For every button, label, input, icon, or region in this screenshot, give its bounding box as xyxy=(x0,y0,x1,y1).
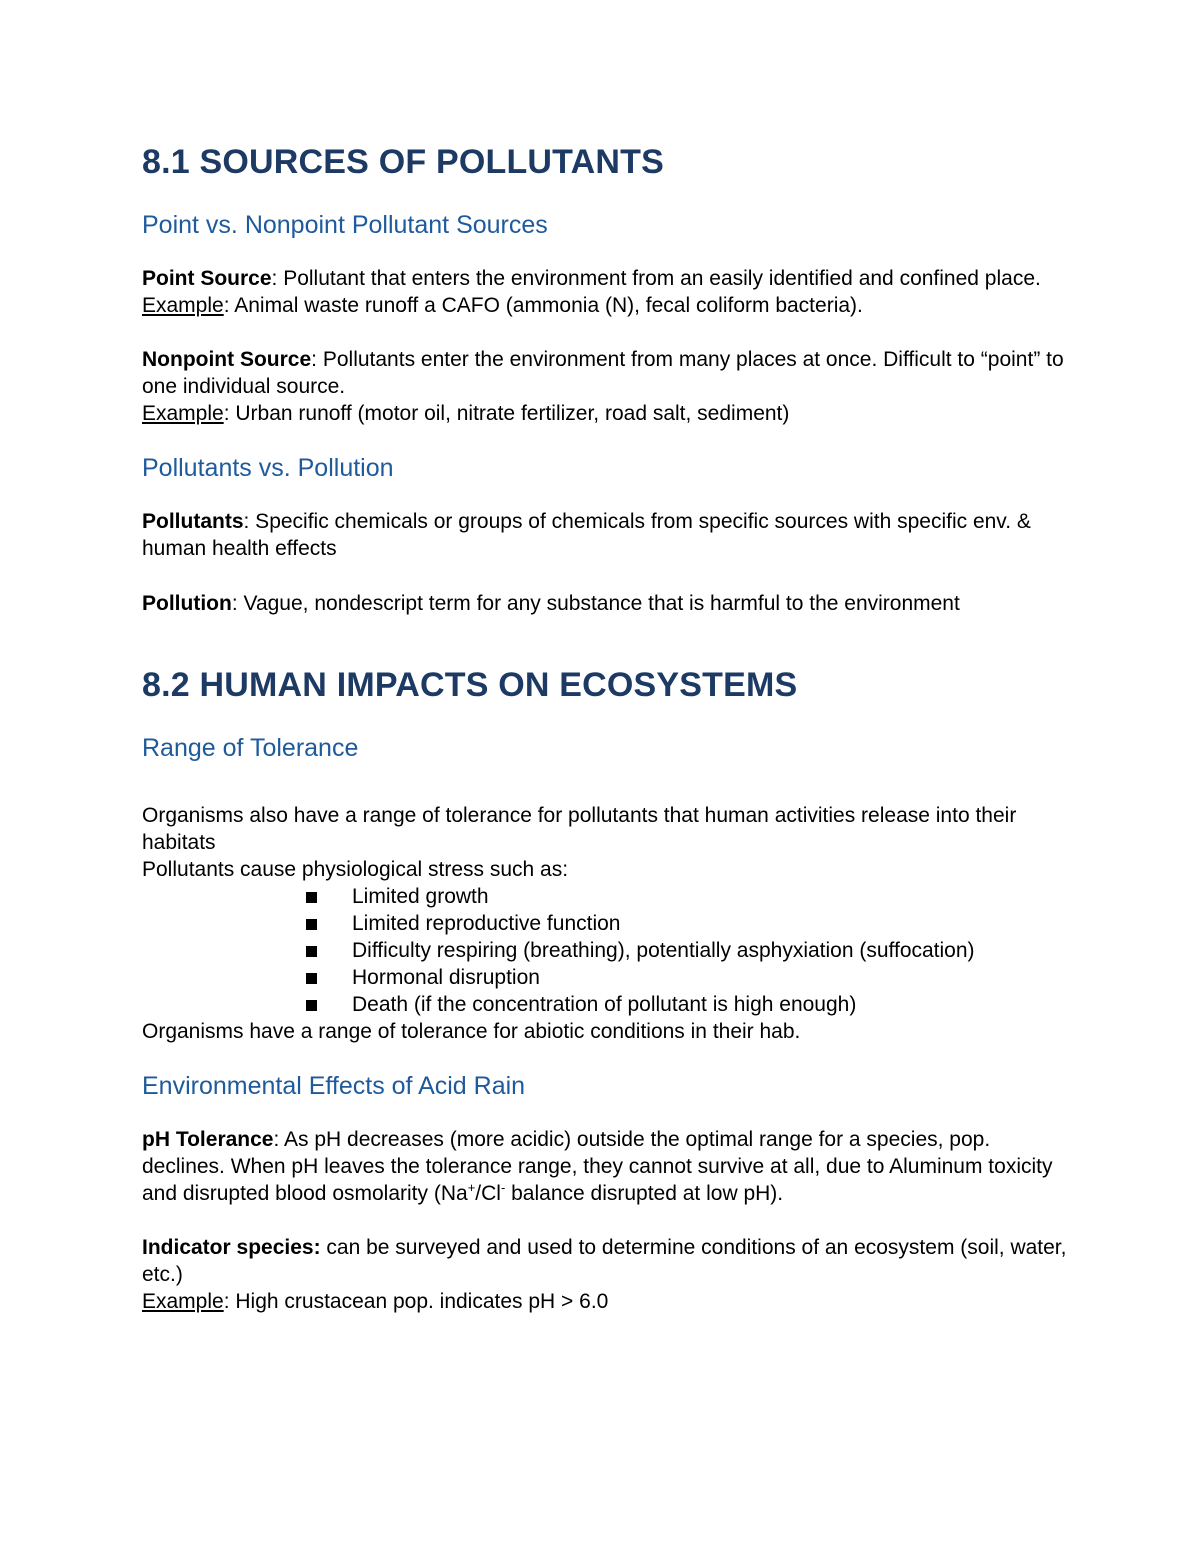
example-label: Example xyxy=(142,1290,224,1313)
square-bullet-icon xyxy=(306,919,317,930)
point-source-term: Point Source xyxy=(142,267,272,290)
tolerance-intro: Organisms also have a range of tolerance for pollutants that human activities release into their habitats xyxy=(142,804,1017,854)
list-item: Limited reproductive function xyxy=(302,910,1072,937)
indicator-species-example xyxy=(142,1288,1072,1315)
indicator-species-text: can be surveyed and used to determine conditions of an ecosystem (soil, water, etc.) xyxy=(142,1236,1067,1286)
example-label: Example xyxy=(142,294,224,317)
tolerance-outro: Organisms have a range of tolerance for abiotic conditions in their hab. xyxy=(142,1020,801,1043)
square-bullet-icon xyxy=(306,973,317,984)
point-source-definition xyxy=(142,265,1072,292)
subheading-point-vs-nonpoint: Point vs. Nonpoint Pollutant Sources xyxy=(142,211,548,239)
square-bullet-icon xyxy=(306,1000,317,1011)
pollution-term: Pollution xyxy=(142,592,232,615)
list-item: Hormonal disruption xyxy=(302,964,1072,991)
pollution-text: : Vague, nondescript term for any substance that is harmful to the environment xyxy=(231,592,960,615)
pollutants-term: Pollutants xyxy=(142,510,244,533)
nonpoint-source-definition xyxy=(142,346,1072,400)
point-source-example xyxy=(142,292,1072,319)
square-bullet-icon xyxy=(306,892,317,903)
nonpoint-source-example xyxy=(142,400,1072,427)
subheading-range-of-tolerance: Range of Tolerance xyxy=(142,734,359,762)
example-text: : Urban runoff (motor oil, nitrate fertilizer, road salt, sediment) xyxy=(223,402,790,425)
example-text: : High crustacean pop. indicates pH > 6.0 xyxy=(223,1290,609,1313)
subheading-acid-rain: Environmental Effects of Acid Rain xyxy=(142,1072,526,1100)
nonpoint-source-term: Nonpoint Source xyxy=(142,348,312,371)
list-item: Limited growth xyxy=(302,883,1072,910)
indicator-species-term: Indicator species: xyxy=(142,1236,321,1259)
list-item: Death (if the concentration of pollutant is high enough) xyxy=(302,991,1072,1018)
ph-tolerance-term: pH Tolerance xyxy=(142,1128,274,1151)
square-bullet-icon xyxy=(306,946,317,957)
point-source-text: : Pollutant that enters the environment from an easily identified and confined place. xyxy=(271,267,1041,290)
list-item: Difficulty respiring (breathing), potentially asphyxiation (suffocation) xyxy=(302,937,1072,964)
indicator-species-definition xyxy=(142,1234,1072,1288)
section-heading-8-1: 8.1 SOURCES OF POLLUTANTS xyxy=(142,143,664,181)
pollutants-text: : Specific chemicals or groups of chemicals from specific sources with specific env. & human health effects xyxy=(142,510,1031,560)
example-label: Example xyxy=(142,402,224,425)
ph-tolerance-definition: pH Tolerance: As pH decreases (more acidic) outside the optimal range for a species, pop. declines. When pH leaves the tolerance range, they cannot survive at all, due to Aluminum toxicity and disrupted blood osmolarity (Na+/Cl- balance disrupted at low pH). xyxy=(142,1128,1053,1205)
stress-list xyxy=(142,883,1072,1018)
pollutants-definition xyxy=(142,508,1072,562)
tolerance-stress-lead: Pollutants cause physiological stress such as: xyxy=(142,858,569,881)
nonpoint-source-text: : Pollutants enter the environment from many places at once. Difficult to “point” to one individual source. xyxy=(142,348,1064,398)
section-heading-8-2: 8.2 HUMAN IMPACTS ON ECOSYSTEMS xyxy=(142,666,798,704)
subheading-pollutants-vs-pollution: Pollutants vs. Pollution xyxy=(142,454,394,482)
pollution-definition xyxy=(142,590,1072,617)
document-page xyxy=(142,140,1072,1315)
example-text: : Animal waste runoff a CAFO (ammonia (N), fecal coliform bacteria). xyxy=(223,294,863,317)
